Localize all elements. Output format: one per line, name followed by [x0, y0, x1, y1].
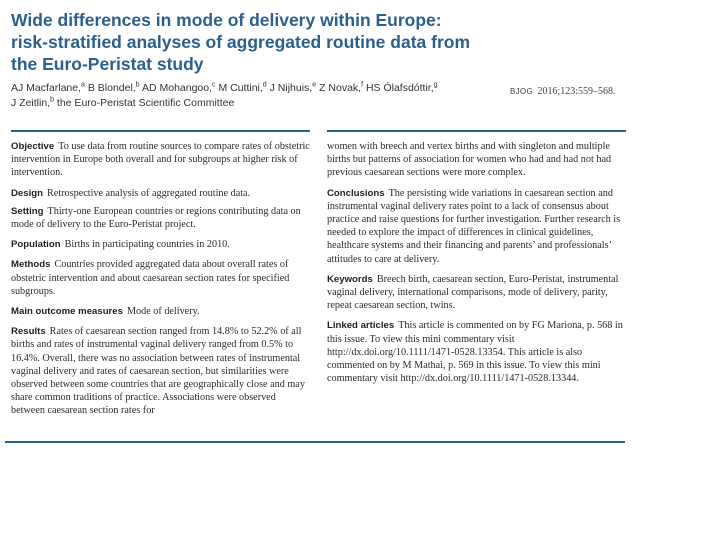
author: the Euro-Peristat Scientific Committee — [56, 97, 235, 109]
section-rule — [11, 130, 310, 132]
section-text: To use data from routine sources to compare rates of obstetric intervention in Europe both overall and for subgroups at higher risk of intervention. — [11, 141, 310, 179]
abstract-results — [11, 325, 311, 417]
citation-reference: 2016;123:559–568. — [537, 86, 616, 97]
section-text: Retrospective analysis of aggregated routine data. — [47, 187, 251, 199]
section-rule — [327, 130, 626, 132]
abstract-conclusions — [327, 187, 627, 266]
section-heading: Population — [11, 239, 61, 251]
author: J Nijhuis,$^e$ — [269, 81, 317, 94]
abstract-methods — [11, 258, 311, 298]
section-text: This article is commented on by FG Mariona, p. 568 in this issue. To view this mini commentary visit http://dx.doi.org/10.1111/1471-0528.13354. This article is also commented on by M Mathai, p. 569 in this issue. To view this mini commentary visit http://dx.doi.org/10.1111/1471-0528.13344. — [327, 320, 623, 385]
author: M Cuttini,$^d$ — [218, 81, 267, 94]
section-text: Thirty-one European countries or regions contributing data on mode of delivery to the Euro-Peristat project. — [11, 205, 301, 231]
journal-name: BJOG — [510, 87, 533, 96]
author: AD Mohangoo,$^c$ — [141, 81, 216, 94]
section-text: women with breech and vertex births and with singleton and multiple births but patterns of association for women who had and had not had previous caesarean sections were more complex. — [327, 141, 612, 179]
section-heading: Design — [11, 187, 43, 199]
abstract-design — [11, 187, 311, 200]
article-title: Wide differences in mode of delivery within Europe: risk-stratified analyses of aggregated routine data from the Euro-Peristat study — [11, 10, 471, 74]
section-text: The persisting wide variations in caesarean section and instrumental vaginal delivery rates point to a lack of consensus about practice and raise questions for further investigation. Further research is needed to explore the impact of differences in clinical guidelines, healthcare systems and their financing and parents’ and professionals’ attitudes to care at delivery. — [327, 187, 621, 265]
abstract-column-right — [327, 140, 627, 392]
section-text: Countries provided aggregated data about overall rates of obstetric intervention and about caesarean section rates for specified subgroups. — [11, 259, 290, 297]
abstract-keywords — [327, 273, 627, 313]
section-text: Rates of caesarean section ranged from 14.8% to 52.2% of all births and rates of instrumental vaginal delivery ranged from 0.5% to 16.4%. Overall, there was no association between rates of instrumental vaginal delivery and rates of caesarean section, but similarities were observed between some countries that are geographically close and may share common traditions of practice. Associations were observed between caesarean section rates for — [11, 326, 305, 417]
journal-citation — [510, 86, 710, 97]
section-heading: Results — [11, 326, 46, 338]
section-text: Mode of delivery. — [126, 306, 200, 318]
abstract-column-left — [11, 140, 311, 425]
section-heading: Keywords — [327, 273, 373, 285]
section-heading: Setting — [11, 205, 44, 217]
author-list — [11, 81, 481, 111]
section-text: Births in participating countries in 2010. — [64, 239, 230, 251]
abstract-setting — [11, 205, 311, 231]
section-heading: Conclusions — [327, 187, 385, 199]
section-heading: Methods — [11, 259, 51, 271]
author: B Blondel,$^b$ — [87, 81, 140, 94]
section-text: Breech birth, caesarean section, Euro-Peristat, instrumental vaginal delivery, international comparisons, mode of delivery, parity, repeat caesarean section, twins. — [327, 273, 619, 312]
abstract-outcome — [11, 305, 311, 318]
section-rule — [5, 441, 625, 443]
section-heading: Main outcome measures — [11, 306, 123, 318]
section-heading: Objective — [11, 141, 55, 152]
author: AJ Macfarlane,$^a$ — [11, 81, 85, 94]
author: HS Ólafsdóttir,$^g$ — [365, 81, 438, 94]
author: Z Novak,$^f$ — [319, 81, 364, 94]
abstract-objective — [11, 140, 311, 180]
author: J Zeitlin,$^b$ — [11, 96, 54, 109]
abstract-linked-articles — [327, 319, 627, 385]
section-heading: Linked articles — [327, 320, 395, 332]
abstract-results-continued — [327, 140, 627, 180]
abstract-population — [11, 238, 311, 251]
